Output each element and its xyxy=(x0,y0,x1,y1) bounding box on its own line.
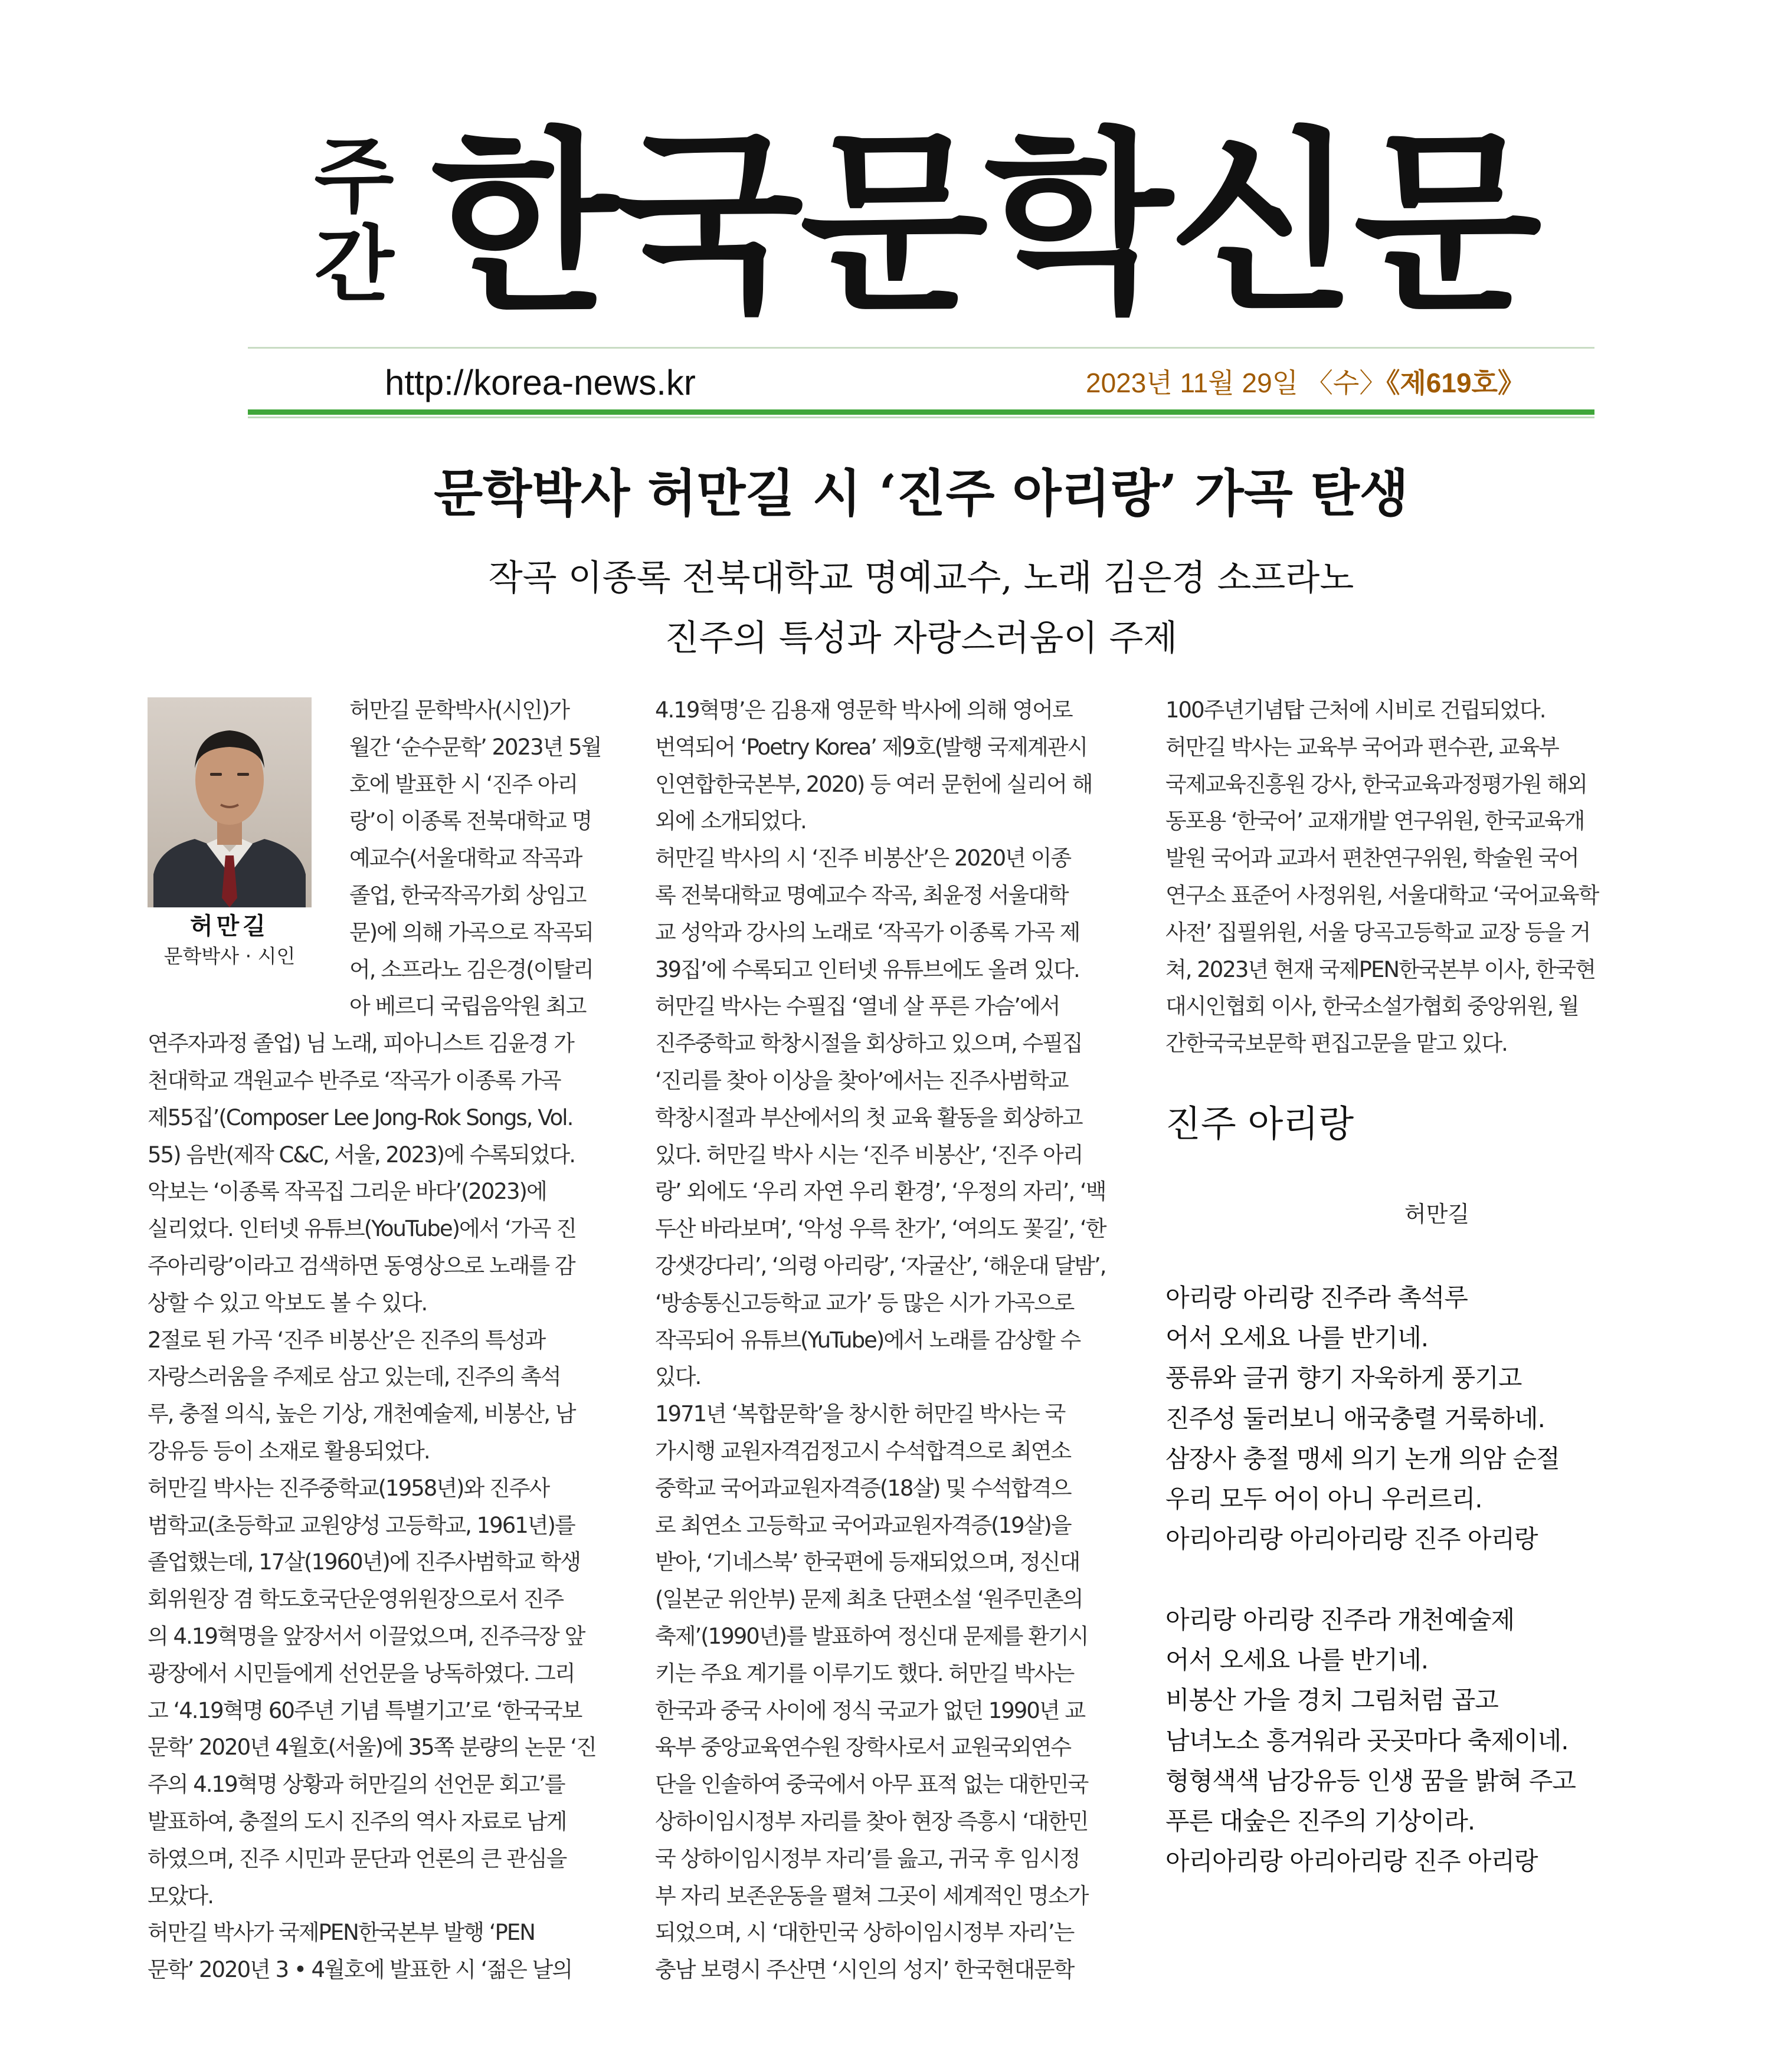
article-subhead-2: 진주의 특성과 자랑스러움이 주제 xyxy=(664,618,1178,659)
text-line: 국 상하이임시정부 자리’를 읊고, 귀국 후 임시정 xyxy=(655,1845,1080,1871)
article-column-3 xyxy=(1165,692,1649,1063)
text-line: 교 성악과 강사의 노래로 ‘작곡가 이종록 가곡 제 xyxy=(655,919,1080,945)
text-line: 실리었다. 인터넷 유튜브(YouTube)에서 ‘가곡 진 xyxy=(148,1216,577,1242)
text-line: 아 베르디 국립음악원 최고 xyxy=(349,994,586,1019)
text-line: 쳐, 2023년 현재 국제PEN한국본부 이사, 한국현 xyxy=(1165,956,1595,982)
text-line: 제55집’(Composer Lee Jong-Rok Songs, Vol. xyxy=(148,1104,573,1130)
text-line: 가시행 교원자격검정고시 수석합격으로 최연소 xyxy=(655,1438,1071,1464)
text-line: 고 ‘4.19혁명 60주년 기념 특별기고’로 ‘한국국보 xyxy=(148,1697,582,1723)
text-line: 허만길 박사는 수필집 ‘열네 살 푸른 가슴’에서 xyxy=(655,994,1060,1019)
poem-line: 어서 오세요 나를 반기네. xyxy=(1165,1645,1429,1675)
masthead-title: 한국문학신문 xyxy=(431,111,1538,337)
text-line: 광장에서 시민들에게 선언문을 낭독하였다. 그리 xyxy=(148,1660,575,1686)
text-line: 랑’ 외에도 ‘우리 자연 우리 환경’, ‘우정의 자리’, ‘백 xyxy=(655,1179,1106,1205)
photo-caption-role: 문학박사 · 시인 xyxy=(163,945,296,968)
text-line: 국제교육진흥원 강사, 한국교육과정평가원 해외 xyxy=(1165,771,1587,797)
text-line: 100주년기념탑 근처에 시비로 건립되었다. xyxy=(1165,697,1545,723)
article-column-1 xyxy=(148,692,623,1989)
text-line: 2절로 된 가곡 ‘진주 비봉산’은 진주의 특성과 xyxy=(148,1327,545,1353)
text-line: 있다. xyxy=(655,1364,701,1390)
text-line: 사전’ 집필위원, 서울 당곡고등학교 교장 등을 거 xyxy=(1165,919,1590,945)
text-line: 대시인협회 이사, 한국소설가협회 중앙위원, 월 xyxy=(1165,994,1579,1019)
text-line: 천대학교 객원교수 반주로 ‘작곡가 이종록 가곡 xyxy=(148,1067,561,1093)
text-line: 허만길 박사는 진주중학교(1958년)와 진주사 xyxy=(148,1475,549,1501)
text-line: 악보는 ‘이종록 작곡집 그리운 바다’(2023)에 xyxy=(148,1179,546,1205)
photo-caption-name: 허만길 xyxy=(190,913,269,940)
text-line: 주아리랑’이라고 검색하면 동영상으로 노래를 감 xyxy=(148,1253,575,1278)
text-line: 졸업했는데, 17살(1960년)에 진주사범학교 학생 xyxy=(148,1549,581,1575)
poem-line: 형형색색 남강유등 인생 꿈을 밝혀 주고 xyxy=(1165,1766,1576,1795)
text-line: 부 자리 보존운동을 펼쳐 그곳이 세계적인 명소가 xyxy=(655,1883,1088,1909)
issue-date: 2023년 11월 29일 〈수〉 xyxy=(1086,368,1387,398)
poem-line: 아리랑 아리랑 진주라 개천예술제 xyxy=(1165,1605,1515,1634)
text-line: 동포용 ‘한국어’ 교재개발 연구위원, 한국교육개 xyxy=(1165,808,1584,834)
text-line: 발표하여, 충절의 도시 진주의 역사 자료로 남게 xyxy=(148,1808,567,1834)
text-line: 예교수(서울대학교 작곡과 xyxy=(349,845,582,871)
text-line: 모았다. xyxy=(148,1883,213,1909)
poem-line: 우리 모두 어이 아니 우러르리. xyxy=(1165,1484,1482,1514)
text-line: 자랑스러움을 주제로 삼고 있는데, 진주의 촉석 xyxy=(148,1364,561,1390)
text-line: 간한국국보문학 편집고문을 맡고 있다. xyxy=(1165,1031,1507,1057)
text-line: 39집’에 수록되고 인터넷 유튜브에도 올려 있다. xyxy=(655,956,1079,982)
poem-stanza-1 xyxy=(1165,1278,1697,1559)
text-line: 진주중학교 학창시절을 회상하고 있으며, 수필집 xyxy=(655,1031,1082,1057)
text-line: 상하이임시정부 자리를 찾아 현장 즉흥시 ‘대한민 xyxy=(655,1808,1088,1834)
poem-line: 어서 오세요 나를 반기네. xyxy=(1165,1323,1429,1353)
poem-line: 남녀노소 흥겨워라 곳곳마다 축제이네. xyxy=(1165,1726,1569,1755)
text-line: 하였으며, 진주 시민과 문단과 언론의 큰 관심을 xyxy=(148,1845,567,1871)
masthead-weekly-label: 주간 xyxy=(314,129,394,313)
text-line: 상할 수 있고 악보도 볼 수 있다. xyxy=(148,1290,427,1316)
text-line: ‘진리를 찾아 이상을 찾아’에서는 진주사범학교 xyxy=(655,1067,1068,1093)
text-line: 한국과 중국 사이에 정식 국교가 없던 1990년 교 xyxy=(655,1697,1085,1723)
site-url-link[interactable]: http://korea-news.kr xyxy=(385,363,696,402)
article-column-2 xyxy=(655,692,1133,1989)
text-line: 허만길 박사가 국제PEN한국본부 발행 ‘PEN xyxy=(148,1920,535,1946)
text-line: 호에 발표한 시 ‘진주 아리 xyxy=(349,771,578,797)
text-line: (일본군 위안부) 문제 최초 단편소설 ‘원주민촌의 xyxy=(655,1586,1083,1612)
text-line: 발원 국어과 교과서 편찬연구위원, 학술원 국어 xyxy=(1165,845,1579,871)
text-line: 문)에 의해 가곡으로 작곡되 xyxy=(349,919,593,945)
text-line: 루, 충절 의식, 높은 기상, 개천예술제, 비봉산, 남 xyxy=(148,1401,575,1427)
text-line: 작곡되어 유튜브(YuTube)에서 노래를 감상할 수 xyxy=(655,1327,1080,1353)
text-line: 록 전북대학교 명예교수 작곡, 최윤정 서울대학 xyxy=(655,882,1068,908)
issue-date-line xyxy=(1086,363,1525,402)
text-line: 축제’(1990년)를 발표하여 정신대 문제를 환기시 xyxy=(655,1623,1088,1649)
text-line: 인연합한국본부, 2020) 등 여러 문헌에 실리어 해 xyxy=(655,771,1092,797)
masthead-green-rule xyxy=(248,409,1594,415)
poem-line: 아리아리랑 아리아리랑 진주 아리랑 xyxy=(1165,1847,1538,1876)
masthead-light-rule xyxy=(248,417,1594,418)
text-line: 어, 소프라노 김은경(이탈리 xyxy=(349,956,593,982)
text-line: 키는 주요 계기를 이루기도 했다. 허만길 박사는 xyxy=(655,1660,1074,1686)
text-line: 회위원장 겸 학도호국단운영위원장으로서 진주 xyxy=(148,1586,564,1612)
poem-title: 진주 아리랑 xyxy=(1165,1102,1354,1145)
issue-number: 《제619호》 xyxy=(1386,368,1525,398)
text-line: 졸업, 한국작곡가회 상임고 xyxy=(349,882,586,908)
text-line: 되었으며, 시 ‘대한민국 상하이임시정부 자리’는 xyxy=(655,1920,1074,1946)
poem-line: 아리아리랑 아리아리랑 진주 아리랑 xyxy=(1165,1525,1538,1554)
poem-line: 삼장사 충절 맹세 의기 논개 의암 순절 xyxy=(1165,1444,1560,1473)
text-line: 로 최연소 고등학교 국어과교원자격증(19살)을 xyxy=(655,1512,1071,1538)
text-line: 문학’ 2020년 3 • 4월호에 발표한 시 ‘젊은 날의 xyxy=(148,1957,572,1983)
text-line: 허만길 박사의 시 ‘진주 비봉산’은 2020년 이종 xyxy=(655,845,1071,871)
poem-stanza-2 xyxy=(1165,1600,1697,1881)
text-line: 1971년 ‘복합문학’을 창시한 허만길 박사는 국 xyxy=(655,1401,1065,1427)
poem-line: 비봉산 가을 경치 그림처럼 곱고 xyxy=(1165,1686,1498,1715)
poem-line: 푸른 대숲은 진주의 기상이라. xyxy=(1165,1807,1475,1836)
poem-line: 진주성 둘러보니 애국충렬 거룩하네. xyxy=(1165,1404,1545,1433)
text-line: 육부 중앙교육연수원 장학사로서 교원국외연수 xyxy=(655,1735,1071,1760)
text-line: 랑’이 이종록 전북대학교 명 xyxy=(349,808,592,834)
article-subhead-1: 작곡 이종록 전북대학교 명예교수, 노래 김은경 소프라노 xyxy=(488,558,1354,599)
text-line: 월간 ‘순수문학’ 2023년 5월 xyxy=(349,734,601,760)
text-line: 학창시절과 부산에서의 첫 교육 활동을 회상하고 xyxy=(655,1104,1082,1130)
text-line: 있다. 허만길 박사 시는 ‘진주 비봉산’, ‘진주 아리 xyxy=(655,1142,1083,1168)
text-line: 강유등 등이 소재로 활용되었다. xyxy=(148,1438,430,1464)
text-line: 중학교 국어과교원자격증(18살) 및 수석합격으 xyxy=(655,1475,1071,1501)
text-line: 단을 인솔하여 중국에서 아무 표적 없는 대한민국 xyxy=(655,1772,1088,1798)
text-line: 연구소 표준어 사정위원, 서울대학교 ‘국어교육학 xyxy=(1165,882,1599,908)
text-line: 4.19혁명’은 김용재 영문학 박사에 의해 영어로 xyxy=(655,697,1072,723)
poem-line: 아리랑 아리랑 진주라 촉석루 xyxy=(1165,1283,1468,1312)
text-line: 받아, ‘기네스북’ 한국편에 등재되었으며, 정신대 xyxy=(655,1549,1080,1575)
article-headline: 문학박사 허만길 시 ‘진주 아리랑’ 가곡 탄생 xyxy=(434,464,1409,523)
text-line: 외에 소개되었다. xyxy=(655,808,806,834)
text-line: 강샛강다리’, ‘의령 아리랑’, ‘자굴산’, ‘해운대 달밤’, xyxy=(655,1253,1106,1278)
text-line: 허만길 박사는 교육부 국어과 편수관, 교육부 xyxy=(1165,734,1558,760)
text-line: 범학교(초등학교 교원양성 고등학교, 1961년)를 xyxy=(148,1512,575,1538)
text-line: 충남 보령시 주산면 ‘시인의 성지’ 한국현대문학 xyxy=(655,1957,1074,1983)
text-line: 주의 4.19혁명 상황과 허만길의 선언문 회고’를 xyxy=(148,1772,565,1798)
text-line: 번역되어 ‘Poetry Korea’ 제9호(발행 국제계관시 xyxy=(655,734,1088,760)
text-line: 두산 바라보며’, ‘악성 우륵 찬가’, ‘여의도 꽃길’, ‘한 xyxy=(655,1216,1106,1242)
poem-line: 풍류와 글귀 향기 자욱하게 풍기고 xyxy=(1165,1363,1522,1393)
text-line: 연주자과정 졸업) 님 노래, 피아니스트 김윤경 가 xyxy=(148,1031,574,1057)
poem-author: 허만길 xyxy=(1404,1201,1470,1227)
text-line: 의 4.19혁명을 앞장서서 이끌었으며, 진주극장 앞 xyxy=(148,1623,585,1649)
text-line: 55) 음반(제작 C&C, 서울, 2023)에 수록되었다. xyxy=(148,1142,575,1168)
text-line: ‘방송통신고등학교 교가’ 등 많은 시가 가곡으로 xyxy=(655,1290,1074,1316)
text-line: 허만길 문학박사(시인)가 xyxy=(349,697,569,723)
text-line: 문학’ 2020년 4월호(서울)에 35쪽 분량의 논문 ‘진 xyxy=(148,1735,596,1760)
masthead-top-rule xyxy=(248,347,1594,349)
